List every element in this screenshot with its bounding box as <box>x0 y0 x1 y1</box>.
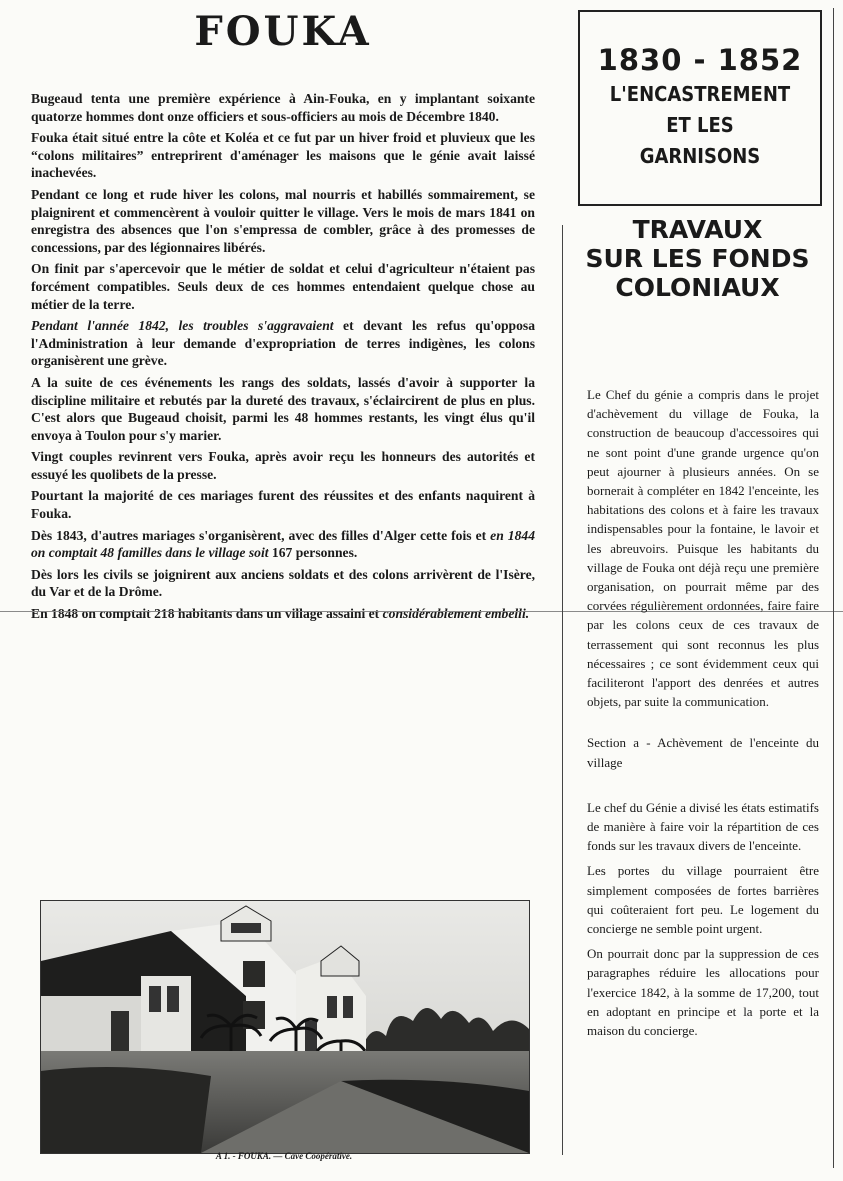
period-box <box>578 10 822 206</box>
sidebar-article <box>587 385 819 1046</box>
paragraph <box>31 317 535 370</box>
paragraph: Pendant ce long et rude hiver les colons, mal nourris et habillés sommairement, se plaignirent et commencèrent à vouloir quitter le village. Vers le mois de mars 1841 on enregistra des absences que l'on s'empressa de combler, grâce à des promesses de concessions, par des légionnaires libérés. <box>31 186 535 255</box>
paragraph: Dès lors les civils se joignirent aux anciens soldats et des colons arrivèrent de l'Isère, du Var et de la Drôme. <box>31 566 535 600</box>
paragraph: Pourtant la majorité de ces mariages furent des réussites et des enfants naquirent à Fouka. <box>31 488 535 522</box>
heading-line: TRAVAUX <box>632 215 763 244</box>
photo-caption: A 1. - FOUKA. — Cave Coopérative. <box>215 1151 353 1161</box>
italic-phrase: Pendant l'année 1842, les troubles s'aggravaient <box>31 318 334 334</box>
column-divider <box>562 225 563 1155</box>
main-article <box>31 90 535 627</box>
italic-phrase: en 1844 on comptait 48 familles dans le village soit <box>31 527 535 561</box>
paragraph: Vingt couples revinrent vers Fouka, après avoir reçu les honneurs des autorités et essuyé les quolibets de la presse. <box>31 449 535 482</box>
section-heading <box>570 215 825 302</box>
period-line: L'ENCASTREMENT <box>609 82 791 106</box>
text-run: 167 personnes. <box>268 545 358 561</box>
text-run: Dès 1843, d'autres mariages s'organisèrent, avec des filles d'Alger cette fois et <box>31 527 491 543</box>
paragraph: Les portes du village pourraient être simplement composées de fortes barrières qui coûteraient fort peu. Le logement du concierge ne semble point urgent. <box>587 863 819 937</box>
paragraph: Fouka était situé entre la côte et Koléa et ce fut par un hiver froid et pluvieux que les “colons militaires” entreprirent d'aménager les maisons que le génie avait laissé inachevées. <box>31 130 535 181</box>
subsection-title: Section a - Achèvement de l'enceinte du village <box>587 735 819 770</box>
text-run: et devant les refus qu'opposa l'Administration à leur demande d'expropriation de terres indigènes, les colons organisèrent une grève. <box>31 318 535 369</box>
heading-line: COLONIAUX <box>615 273 780 302</box>
right-edge-rule <box>833 8 834 1168</box>
paragraph <box>31 527 535 562</box>
page-title: FOUKA <box>194 8 372 55</box>
building-photo <box>40 900 530 1154</box>
text-run: En 1848 on comptait 218 habitants dans un village assaini et <box>31 606 383 622</box>
paragraph: On finit par s'apercevoir que le métier de soldat et celui d'agriculteur n'étaient pas forcément compatibles. Seuls deux de ces hommes entendaient quelque chose au métier de la terre. <box>31 261 535 312</box>
period-line: ET LES <box>666 113 734 137</box>
heading-line: SUR LES FONDS <box>585 244 810 273</box>
period-years: 1830 - 1852 <box>597 43 803 77</box>
paragraph: Le Chef du génie a compris dans le projet d'achèvement du village de Fouka, la construction de beaucoup d'accessoires qui ne sont point d'une grande urgence qu'on peut ajourner à plusieurs années. On se bornerait à compléter en 1842 l'enceinte, les habitations des colons et à faire les travaux indispensables pour la fontaine, le lavoir et les abreuvoirs. Puisque les habitants du village de Fouka ont déjà reçu une première organisation, on pourrait même par des corvées régulièrement ordonnées, faire faire par les colons ceux de ces travaux de terrassement qui sont reconnus les plus nécessaires ; ce sont évidemment ceux qui faciliteront l'apport des denrées et autres objets, par suite la communication. <box>587 387 819 710</box>
paragraph <box>31 605 535 623</box>
paragraph: On pourrait donc par la suppression de ces paragraphes réduire les allocations pour l'exercice 1842, à la somme de 17,200, tout en adoptant en principe et la porte et la maison du concierge. <box>587 946 819 1039</box>
paragraph: Le chef du Génie a divisé les états estimatifs de manière à faire voir la répartition de ces fonds sur les travaux divers de l'enceinte. <box>587 799 819 854</box>
paragraph: A la suite de ces événements les rangs des soldats, lassés d'avoir à supporter la discipline militaire et rebutés par la dureté des travaux, s'éclaircirent de plus en plus. C'est alors que Bugeaud choisit, parmi les 48 hommes restants, les vingt élus qu'il envoya à Toulon pour s'y marier. <box>31 374 535 443</box>
period-line: GARNISONS <box>639 144 761 168</box>
italic-phrase: considérablement embelli. <box>382 606 530 622</box>
paragraph: Bugeaud tenta une première expérience à Ain-Fouka, en y implantant soixante quatorze hommes dont onze officiers et sous-officiers au mois de Décembre 1840. <box>31 91 535 124</box>
